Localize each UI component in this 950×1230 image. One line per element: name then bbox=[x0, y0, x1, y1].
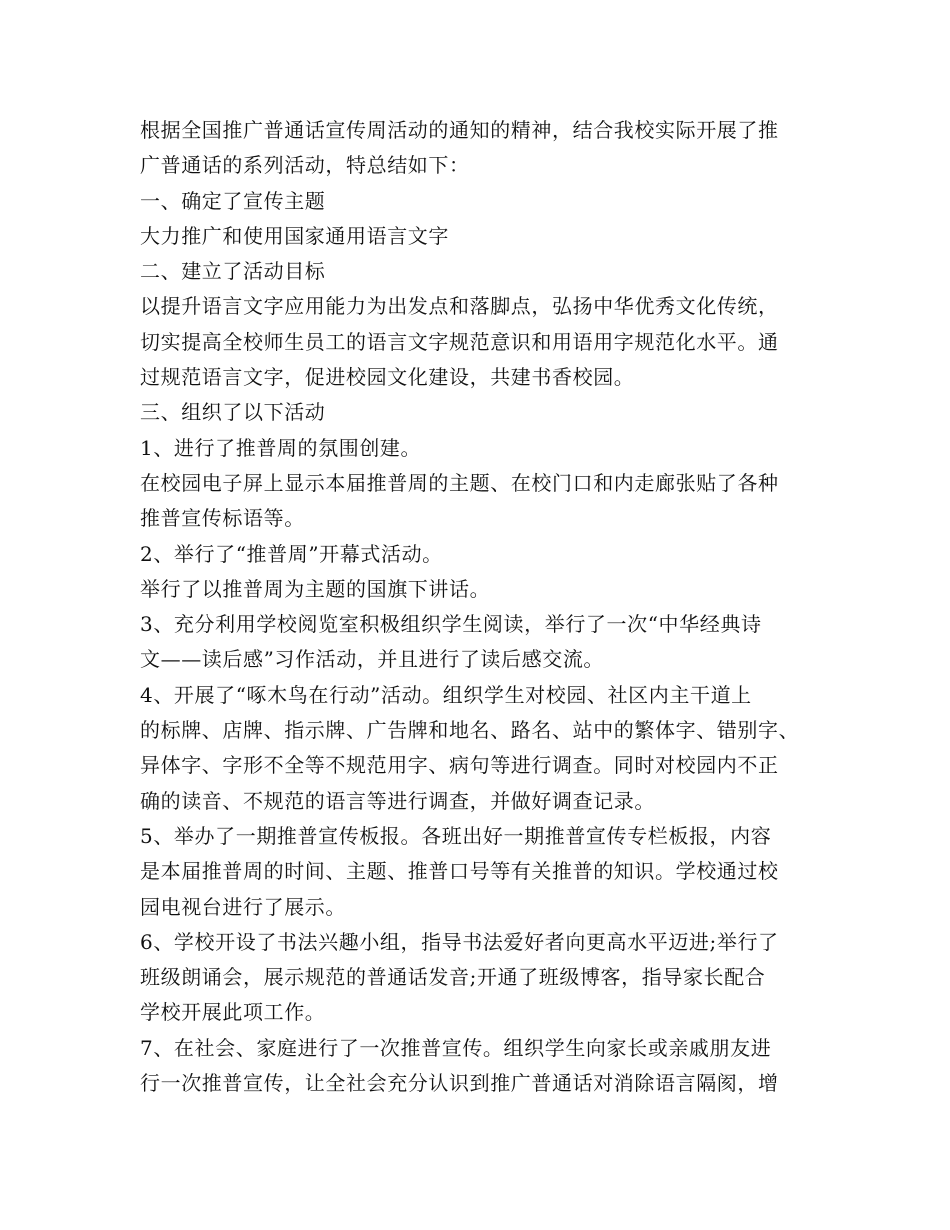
text-line: 异体字、字形不全等不规范用字、病句等进行调查。同时对校园内不正 bbox=[140, 753, 779, 778]
section-heading: 三、组织了以下活动 bbox=[140, 400, 326, 425]
document-body bbox=[140, 113, 830, 1101]
text-line: 6、学校开设了书法兴趣小组，指导书法爱好者向更高水平迈进;举行了 bbox=[140, 929, 779, 954]
text-line: 5、举办了一期推普宣传板报。各班出好一期推普宣传专栏板报，内容 bbox=[140, 823, 772, 848]
text-line: 以提升语言文字应用能力为出发点和落脚点，弘扬中华优秀文化传统， bbox=[140, 294, 779, 319]
text-line: 班级朗诵会，展示规范的普通话发音;开通了班级博客，指导家长配合 bbox=[140, 965, 766, 990]
section-heading: 二、建立了活动目标 bbox=[140, 259, 326, 284]
text-line: 文——读后感”习作活动，并且进行了读后感交流。 bbox=[140, 647, 605, 672]
text-line: 举行了以推普周为主题的国旗下讲话。 bbox=[140, 576, 491, 601]
text-line: 的标牌、店牌、指示牌、广告牌和地名、路名、站中的繁体字、错别字、 bbox=[140, 718, 800, 743]
text-line: 切实提高全校师生员工的语言文字规范意识和用语用字规范化水平。通 bbox=[140, 329, 779, 354]
text-line: 行一次推普宣传，让全社会充分认识到推广普通话对消除语言隔阂，增 bbox=[140, 1071, 779, 1096]
text-line: 2、举行了“推普周”开幕式活动。 bbox=[140, 541, 443, 566]
section-heading: 一、确定了宣传主题 bbox=[140, 188, 326, 213]
text-line: 确的读音、不规范的语言等进行调查，并做好调查记录。 bbox=[140, 788, 655, 813]
text-line: 1、进行了推普周的氛围创建。 bbox=[140, 435, 422, 460]
text-line: 推普宣传标语等。 bbox=[140, 506, 305, 531]
text-line: 过规范语言文字，促进校园文化建设，共建书香校园。 bbox=[140, 365, 635, 390]
text-line: 广普通话的系列活动，特总结如下： bbox=[140, 153, 470, 178]
text-line: 园电视台进行了展示。 bbox=[140, 894, 346, 919]
text-line: 大力推广和使用国家通用语言文字 bbox=[140, 223, 449, 248]
text-line: 7、在社会、家庭进行了一次推普宣传。组织学生向家长或亲戚朋友进 bbox=[140, 1035, 772, 1060]
text-line: 在校园电子屏上显示本届推普周的主题、在校门口和内走廊张贴了各种 bbox=[140, 470, 779, 495]
text-line: 是本届推普周的时间、主题、推普口号等有关推普的知识。学校通过校 bbox=[140, 859, 779, 884]
text-line: 3、充分利用学校阅览室积极组织学生阅读，举行了一次“中华经典诗 bbox=[140, 612, 762, 637]
text-line: 根据全国推广普通话宣传周活动的通知的精神，结合我校实际开展了推 bbox=[140, 118, 779, 142]
text-line: 学校开展此项工作。 bbox=[140, 1000, 326, 1025]
text-line: 4、开展了“啄木鸟在行动”活动。组织学生对校园、社区内主干道上 bbox=[140, 682, 752, 707]
